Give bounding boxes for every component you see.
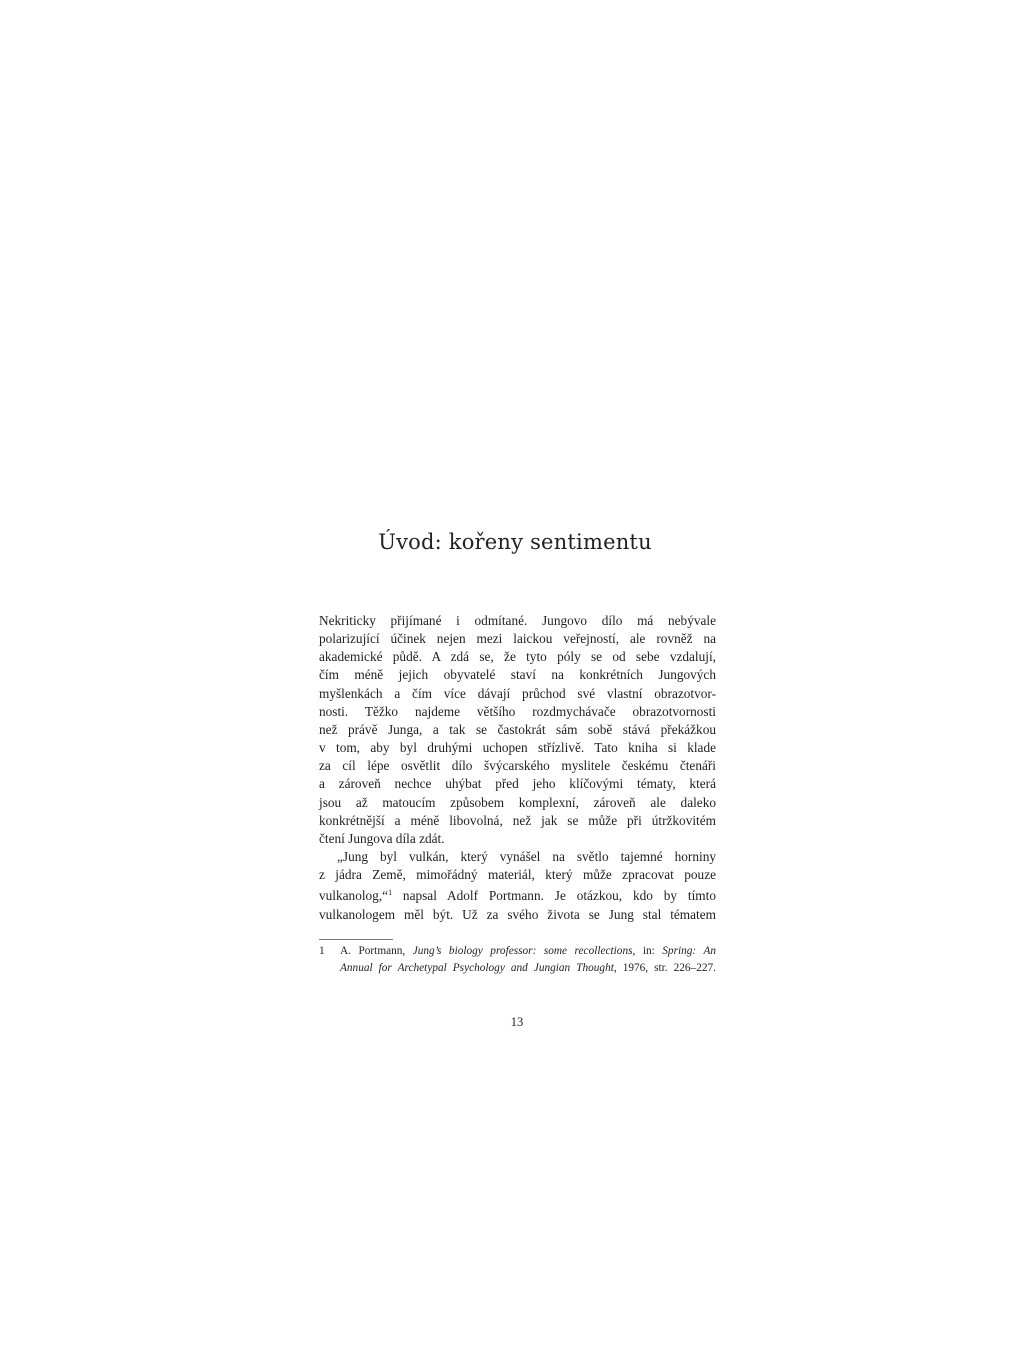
body-line: jsou až matoucím způsobem komplexní, zároveň ale daleko [319, 794, 716, 810]
body-line-part: vulkanolog,“ [319, 888, 389, 904]
body-line: z jádra Země, mimořádný materiál, který může zpracovat pouze [319, 867, 716, 883]
page-number: 13 [510, 1015, 524, 1029]
body-line: Nekriticky přijímané i odmítané. Jungovo dílo má nebývale [319, 613, 716, 628]
footnote-body [340, 943, 716, 977]
body-line: „Jung byl vulkán, který vynášel na světlo tajemné horniny [337, 849, 716, 865]
body-line: vulkanologem měl být. Už za svého života se Jung stal tématem [319, 906, 716, 922]
body-line: akademické půdě. A zdá se, že tyto póly se od sebe vzdalují, [319, 649, 716, 665]
footnote-journal-part-2: Annual for Archetypal Psychology and Jungian Thought [340, 962, 614, 974]
footnote-reference[interactable]: 1 [388, 888, 393, 898]
body-line-part: napsal Adolf Portmann. Je otázkou, kdo by tímto [392, 888, 716, 904]
footnote-article-title: Jung’s biology professor: some recollections [412, 945, 633, 957]
body-line: a zároveň nechce uhýbat před jeho klíčovými tématy, která [319, 776, 716, 792]
footnote-details: , 1976, str. 226–227. [613, 962, 716, 974]
body-line: v tom, aby byl druhými uchopen střízlivě. Tato kniha si klade [319, 740, 716, 756]
footnote-line [340, 943, 716, 960]
footnote-journal-part-1: Spring: An [662, 945, 717, 957]
footnote-line [340, 960, 716, 977]
body-line: polarizující účinek nejen mezi laickou veřejností, ale rovněž na [319, 631, 716, 647]
body-line: myšlenkách a čím více dávají průchod své vlastní obrazotvor- [319, 685, 716, 701]
body-line: čtení Jungova díla zdát. [319, 830, 445, 846]
footnote [319, 943, 716, 977]
body-line: než právě Junga, a tak se častokrát sám sobě stává překážkou [319, 721, 716, 737]
body-line: za cíl lépe osvětlit dílo švýcarského myslitele českému čtenáři [319, 758, 716, 774]
footnote-author: A. Portmann, [340, 945, 413, 957]
body-line: nosti. Těžko najdeme většího rozdmychávače obrazotvornosti [319, 703, 716, 719]
footnote-number: 1 [319, 945, 325, 957]
body-line: čím méně jejich obyvatelé staví na konkrétních Jungových [319, 667, 716, 683]
chapter-title: Úvod: kořeny sentimentu [378, 530, 652, 554]
footnote-connector: , in: [632, 945, 663, 957]
body-text [319, 612, 716, 924]
body-line: konkrétnější a méně libovolná, než jak se může při útržkovitém [319, 812, 716, 828]
body-line-with-footnote-ref [319, 884, 716, 905]
footnote-divider [319, 939, 393, 940]
